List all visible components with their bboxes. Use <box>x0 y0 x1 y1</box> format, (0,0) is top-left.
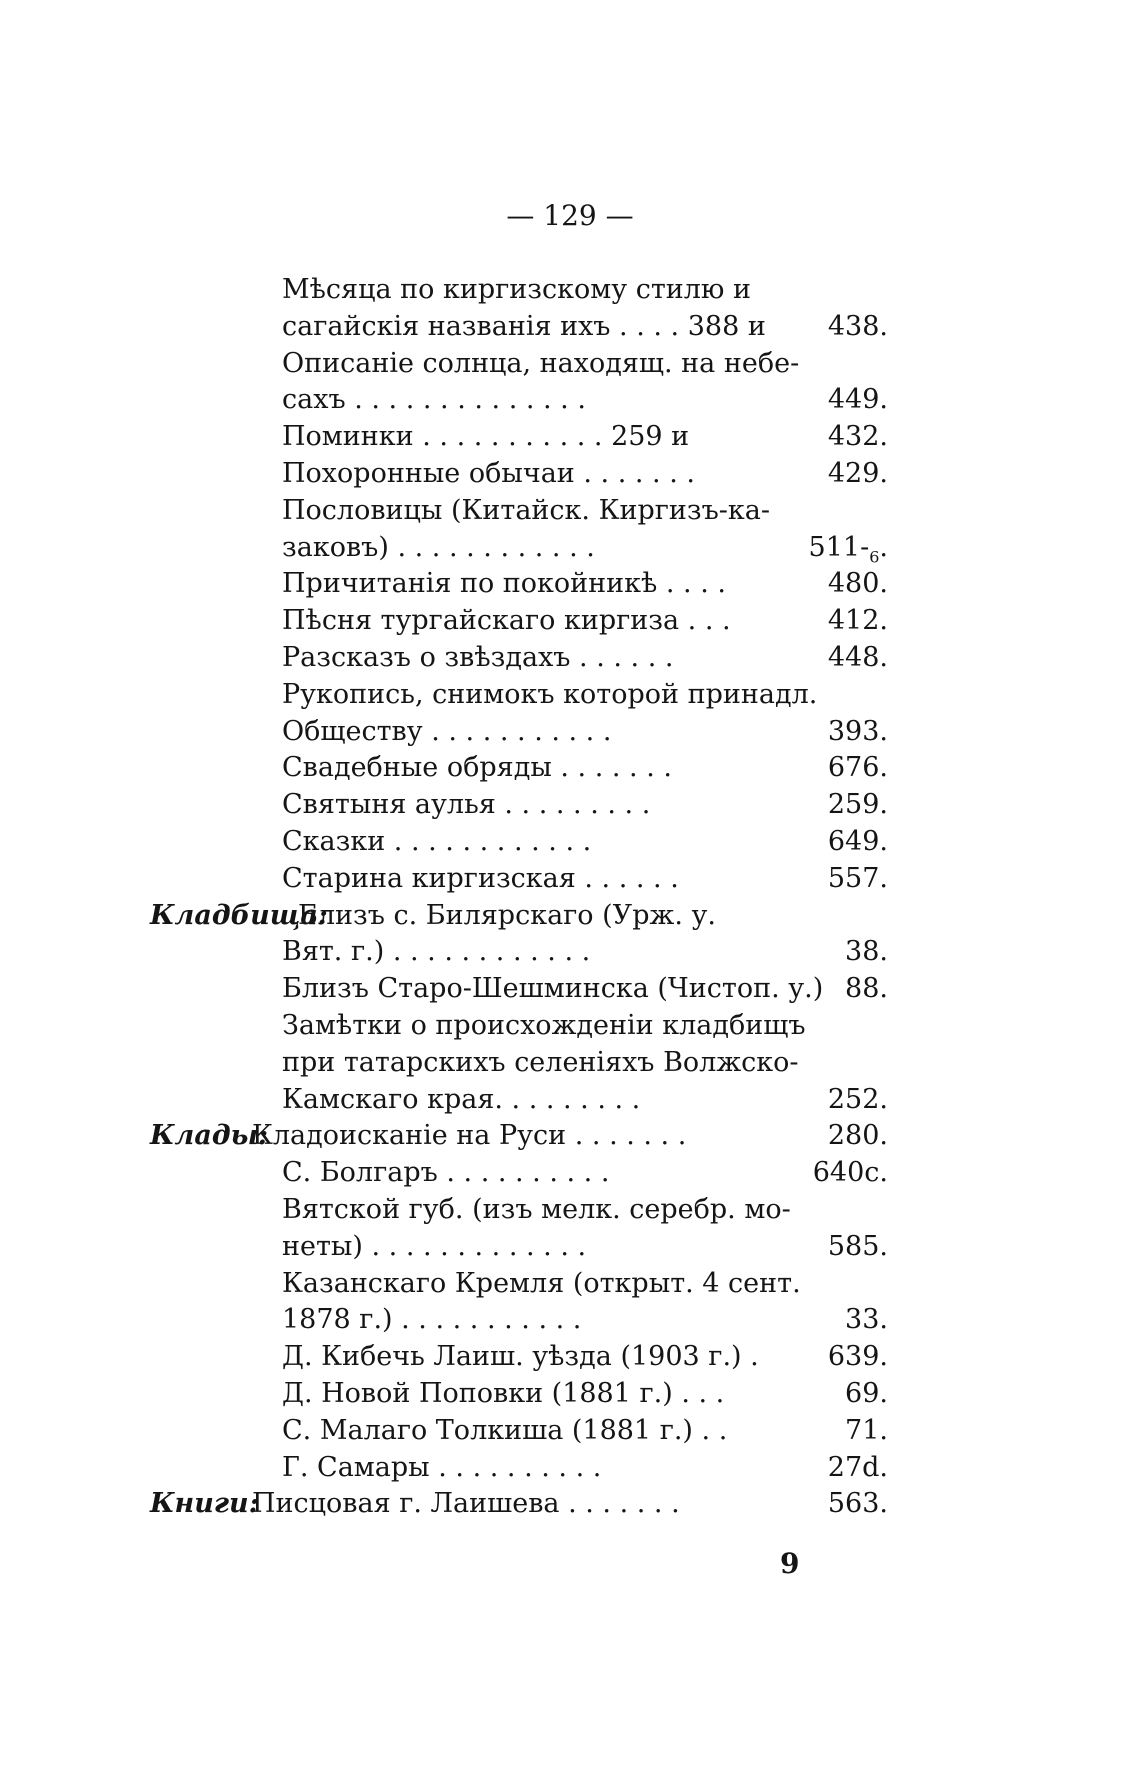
page-reference <box>828 382 888 418</box>
entry-text: Пѣсня тургайскаго киргиза . . . <box>282 605 731 637</box>
entry-text: Пословицы (Китайск. Киргизъ-ка- <box>282 494 771 526</box>
entry-text: сахъ . . . . . . . . . . . . . . <box>282 384 586 416</box>
page-reference-number: 557. <box>827 862 888 894</box>
page-reference <box>845 934 888 970</box>
page-reference <box>828 1450 888 1486</box>
page-reference-subscript: 6 <box>869 546 880 566</box>
page-reference-suffix: . <box>879 531 888 563</box>
page-reference-number: 639. <box>827 1341 888 1373</box>
page-header: — 129 — <box>506 199 634 232</box>
page-reference <box>828 824 888 860</box>
page-reference <box>845 1302 888 1338</box>
entry-text: Обществу . . . . . . . . . . . <box>282 715 612 747</box>
entry-text: Камскаго края. . . . . . . . . <box>282 1083 641 1115</box>
page-reference-number: 640с. <box>812 1157 888 1189</box>
page-reference-number: 71. <box>845 1414 888 1446</box>
page-reference-number: 280. <box>827 1120 888 1152</box>
entry-text: Похоронные обычаи . . . . . . . <box>282 458 695 489</box>
page-reference <box>813 1155 888 1191</box>
page-reference <box>828 750 888 786</box>
page-reference <box>845 1413 888 1449</box>
page-reference-number: 38. <box>845 936 888 968</box>
page-reference <box>828 1339 888 1375</box>
entry-text: Сказки . . . . . . . . . . . . <box>282 826 592 857</box>
page-reference-number: 259. <box>827 789 888 821</box>
entry-text: Свадебные обряды . . . . . . . <box>282 752 672 784</box>
page-reference-number: 448. <box>827 642 888 673</box>
page-reference-number: 412. <box>827 605 888 637</box>
page-reference <box>845 971 888 1007</box>
page-reference <box>828 603 888 639</box>
page-reference-number: 563. <box>827 1488 888 1520</box>
page-reference-number: 511- <box>808 531 870 563</box>
page-reference-number: 393. <box>827 715 888 747</box>
page-reference <box>828 1486 888 1522</box>
entry-text: Д. Кибечь Лаиш. уѣзда (1903 г.) . <box>282 1341 759 1373</box>
page-reference-number: 33. <box>845 1304 888 1336</box>
section-heading: Клады: <box>150 1120 269 1152</box>
entry-text: Близъ Старо-Шешминска (Чистоп. у.) <box>282 973 824 1005</box>
entry-text: Писцовая г. Лаишева . . . . . . . <box>252 1488 680 1520</box>
entry-text: Описаніе солнца, находящ. на небе- <box>282 347 800 379</box>
page-reference-number: 480. <box>827 568 888 600</box>
page-reference-number: 69. <box>845 1378 888 1409</box>
page-reference <box>828 456 888 492</box>
entry-text: Разсказъ о звѣздахъ . . . . . . <box>282 642 674 673</box>
page-reference <box>828 787 888 823</box>
page-reference-number: 88. <box>845 973 888 1005</box>
entry-text: Вятской губ. (изъ мелк. серебр. мо- <box>282 1194 791 1225</box>
page-reference <box>828 714 888 750</box>
entry-text: Причитанія по покойникѣ . . . . <box>282 568 726 600</box>
entry-text: Кладоисканіе на Руси . . . . . . . <box>252 1120 687 1152</box>
entry-text: заковъ) . . . . . . . . . . . . <box>282 531 595 563</box>
entry-text: Святыня аулья . . . . . . . . . <box>282 789 651 821</box>
page-reference <box>845 1376 888 1412</box>
entry-text: Мѣсяца по киргизскому стилю и <box>282 274 751 305</box>
page-reference-number: 252. <box>827 1083 888 1115</box>
page-reference-number: 27d. <box>827 1451 888 1483</box>
entry-text: Замѣтки о происхожденіи кладбищъ <box>282 1010 806 1041</box>
entry-text: С. Малаго Толкиша (1881 г.) . . <box>282 1414 728 1446</box>
page-reference <box>828 1118 888 1154</box>
page-reference <box>828 309 888 345</box>
page-reference-number: 429. <box>827 458 888 489</box>
page-reference <box>828 861 888 897</box>
entry-text: С. Болгаръ . . . . . . . . . . <box>282 1157 610 1189</box>
entry-text: сагайскія названія ихъ . . . . 388 и <box>282 310 766 342</box>
page-reference-number: 449. <box>827 384 888 416</box>
entry-text: Вят. г.) . . . . . . . . . . . . <box>282 936 591 968</box>
page-reference-number: 676. <box>827 752 888 784</box>
page-reference-number: 432. <box>827 421 888 453</box>
page-reference-number: 585. <box>827 1230 888 1262</box>
section-heading: Кладбища: <box>150 899 328 931</box>
entry-text: Поминки . . . . . . . . . . . 259 и <box>282 421 690 453</box>
entry-text: Г. Самары . . . . . . . . . . <box>282 1451 602 1483</box>
page-reference <box>828 566 888 602</box>
page-reference <box>828 1229 888 1265</box>
entry-text: при татарскихъ селеніяхъ Волжско- <box>282 1046 799 1078</box>
page-reference <box>828 1082 888 1118</box>
entry-text: 1878 г.) . . . . . . . . . . . <box>282 1304 582 1336</box>
entry-text: неты) . . . . . . . . . . . . . <box>282 1230 587 1262</box>
entry-text: Старина киргизская . . . . . . <box>282 862 679 894</box>
page-reference-number: 649. <box>827 826 888 857</box>
entry-text: Рукопись, снимокъ которой принадл. <box>282 678 818 710</box>
entry-text: Д. Новой Поповки (1881 г.) . . . <box>282 1378 725 1409</box>
page-reference <box>828 419 888 455</box>
page-reference <box>828 640 888 676</box>
section-heading: Книги: <box>150 1488 259 1520</box>
page-reference-number: 438. <box>827 310 888 342</box>
signature-mark: 9 <box>780 1547 800 1580</box>
entry-text: Казанскаго Кремля (открыт. 4 сент. <box>282 1267 801 1299</box>
entry-text: Близъ с. Билярскаго (Урж. у. <box>298 899 716 931</box>
